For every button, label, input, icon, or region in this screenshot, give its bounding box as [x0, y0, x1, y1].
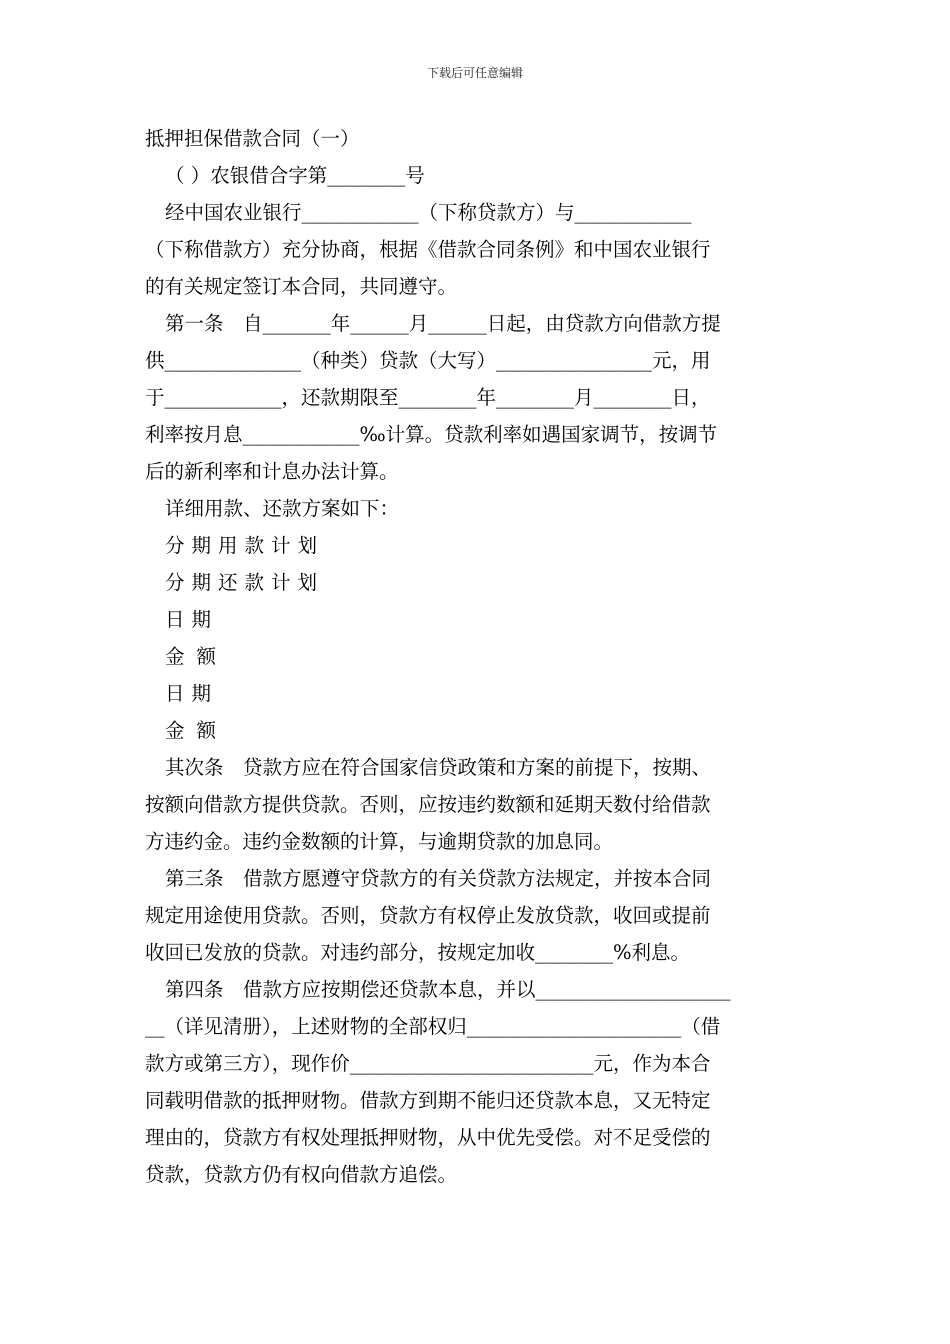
paragraph-line: 款方或第三方），现作价_________________________元，作为本合	[145, 1052, 711, 1075]
doc-title: 抵押担保借款合同（一）	[145, 127, 360, 150]
paragraph-line: 同载明借款的抵押财物。借款方到期不能归还贷款本息，又无特定	[145, 1089, 711, 1112]
paragraph-line: 贷款，贷款方仍有权向借款方追偿。	[145, 1163, 458, 1186]
paragraph-line: 按额向借款方提供贷款。否则，应按违约数额和延期天数付给借款	[145, 793, 711, 816]
paragraph-line: 规定用途使用贷款。否则，贷款方有权停止发放贷款，收回或提前	[145, 904, 711, 927]
table-label: 金额	[165, 645, 229, 668]
paragraph-line: 理由的，贷款方有权处理抵押财物，从中优先受偿。对不足受偿的	[145, 1126, 711, 1149]
paragraph-line: 供______________（种类）贷款（大写）________________元，用	[145, 349, 711, 372]
table-label: 金额	[165, 719, 229, 742]
table-label: 日期	[165, 608, 219, 631]
article-2: 其次条 贷款方应在符合国家信贷政策和方案的前提下，按期、	[165, 756, 712, 779]
page-header: 下载后可任意编辑	[426, 66, 523, 80]
paragraph-line: 后的新利率和计息办法计算。	[145, 460, 399, 483]
article-3: 第三条 借款方愿遵守贷款方的有关贷款方法规定，并按本合同	[165, 867, 712, 890]
paragraph-line: 利率按月息____________‰计算。贷款利率如遇国家调节，按调节	[145, 423, 718, 446]
paragraph-line: __（详见清册），上述财物的全部权归______________________（借	[145, 1015, 721, 1038]
paragraph-line: 经中国农业银行____________（下称贷款方）与____________	[165, 201, 692, 224]
article-1: 第一条 自_______年______月______日起，由贷款方向借款方提	[165, 312, 721, 335]
plan-heading: 分期用款计划	[165, 534, 325, 557]
article-4: 第四条 借款方应按期偿还贷款本息，并以____________________	[165, 978, 731, 1001]
paragraph-line: 的有关规定签订本合同，共同遵守。	[145, 275, 458, 298]
paragraph-line: 方违约金。违约金数额的计算，与逾期贷款的加息同。	[145, 830, 614, 853]
paragraph-line: 于____________，还款期限至________年________月________日，	[145, 386, 711, 409]
paragraph-line: 收回已发放的贷款。对违约部分，按规定加收________%利息。	[145, 941, 691, 964]
plan-intro: 详细用款、还款方案如下：	[165, 497, 400, 520]
table-label: 日期	[165, 682, 219, 705]
contract-body	[145, 120, 810, 1193]
contract-number: （ ）农银借合字第________号	[165, 164, 425, 187]
paragraph-line: （下称借款方）充分协商，根据《借款合同条例》和中国农业银行	[145, 238, 711, 261]
plan-heading: 分期还款计划	[165, 571, 325, 594]
